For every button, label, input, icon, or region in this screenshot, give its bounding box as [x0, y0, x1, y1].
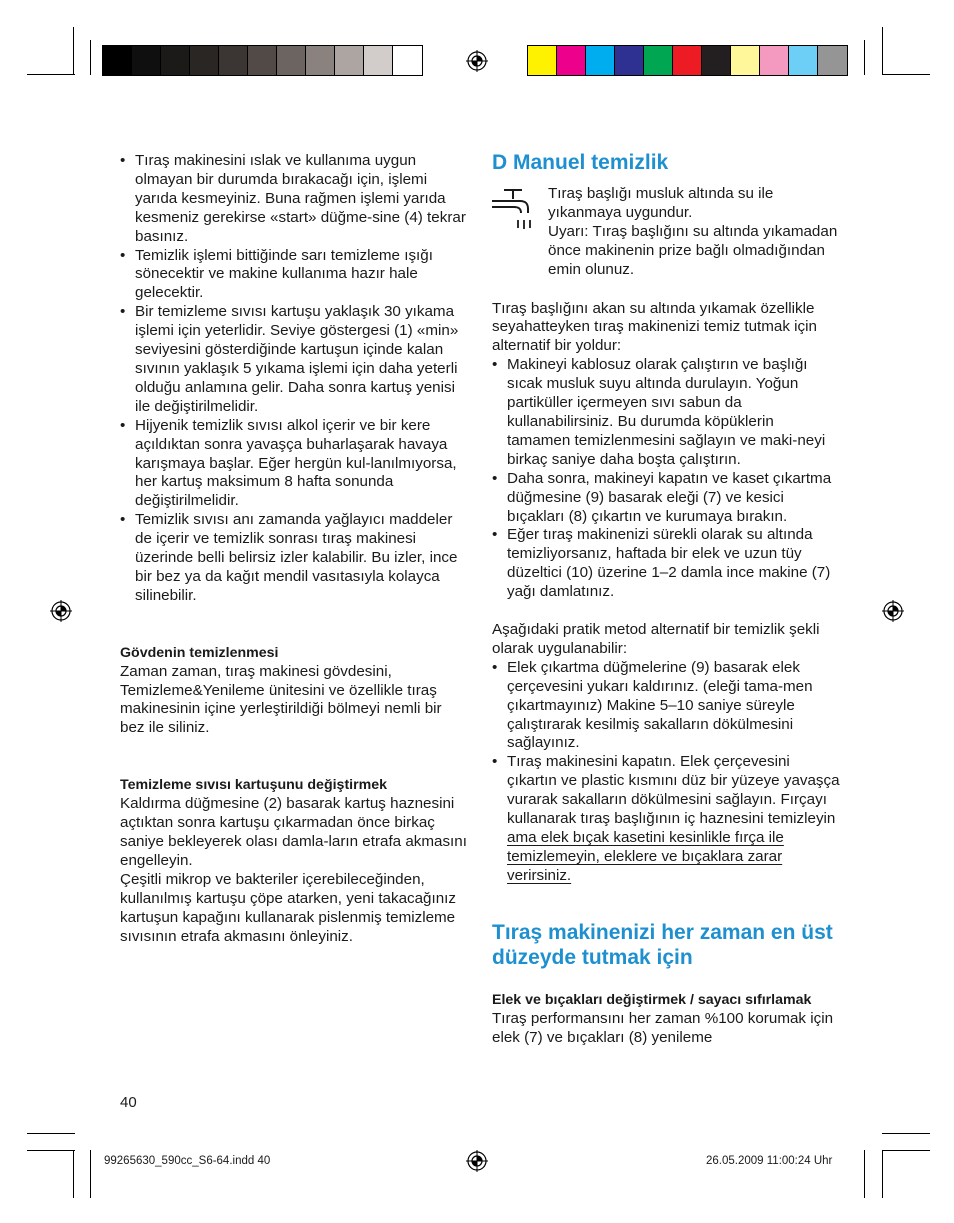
- crop-mark: [864, 40, 865, 75]
- crop-mark: [882, 1150, 930, 1151]
- icon-note: Tıraş başlığı musluk altında su ile yıkanmaya uygundur.: [548, 185, 774, 221]
- crop-mark: [27, 74, 75, 75]
- list-item: • Tıraş makinesini ıslak ve kullanıma uygun olmayan bir durumda bırakacağı için, işlemi yarıda kesmeyiniz. Buna rağmen işlemi yarıda kesmeniz gerekirse «start» düğme-sine (4) tekrar basınız.: [120, 152, 470, 247]
- page-number: 40: [120, 1094, 137, 1111]
- right-column: [492, 150, 840, 1047]
- list-item: • Temizlik işlemi bittiğinde sarı temizleme ışığı sönecektir ve makine kullanıma hazır hale gelecektir.: [120, 247, 470, 304]
- paragraph: Aşağıdaki pratik metod alternatif bir temizlik şekli olarak uygulanabilir:: [492, 621, 820, 657]
- bullet-list: [120, 152, 470, 606]
- crop-mark: [882, 74, 930, 75]
- water-tap-icon: [492, 187, 538, 233]
- color-swatch: [731, 46, 760, 75]
- color-swatch: [190, 46, 219, 75]
- color-swatch: [219, 46, 248, 75]
- section-title-body-cleaning: Gövdenin temizlenmesi: [120, 644, 279, 661]
- crop-mark: [73, 27, 74, 75]
- underlined-warning: ama elek bıçak kasetini kesinlikle fırça ile temizlemeyin, eleklere ve bıçaklara zarar verirsiniz.: [507, 829, 784, 884]
- bullet-list: [492, 356, 840, 602]
- paragraph: Kaldırma düğmesine (2) basarak kartuş haznesini açtıktan sonra kartuşu çıkarmadan önce birkaç saniye bekleyerek olası damla-ların etrafa akmasını engelleyin.: [120, 795, 467, 869]
- color-swatch: [760, 46, 789, 75]
- list-item: • Temizlik sıvısı anı zamanda yağlayıcı maddeler de içerir ve temizlik sonrası tıraş makinesi üzerinde belli belirsiz izler kalabilir. Bu izler, ince bir bez ya da kağıt mendil vasıtasıyla kolayca silinebilir.: [120, 511, 470, 606]
- gray-color-bar: [102, 45, 423, 76]
- list-item-text: Tıraş makinesini kapatın. Elek çerçevesini çıkartın ve plastic kısmını düz bir yüzeye yavaşça vurarak sakalların dökülmesini sağlayın. Fırçayı kullanarak tıraş başlığının iç haznesini temizleyin: [507, 753, 840, 828]
- color-swatch: [818, 46, 847, 75]
- footer-file-name: 99265630_590cc_S6-64.indd 40: [104, 1155, 271, 1167]
- crop-mark: [27, 1150, 75, 1151]
- section-heading-manual-cleaning: D Manuel temizlik: [492, 151, 669, 174]
- color-swatch: [702, 46, 731, 75]
- color-swatch: [306, 46, 335, 75]
- section-heading-maintenance: Tıraş makinenizi her zaman en üst düzeyde tutmak için: [492, 920, 833, 969]
- paragraph: Çeşitli mikrop ve bakteriler içerebileceğinden, kullanılmış kartuşu çöpe atarken, yeni takacağınız kartuşun kapağını kullanarak pislenmiş temizleme sıvısının etrafa akmasını önleyiniz.: [120, 870, 456, 945]
- crop-mark: [90, 1150, 91, 1198]
- list-item: • Eğer tıraş makinenizi sürekli olarak su altında temizliyorsanız, haftada bir elek ve uzun tüy düzeltici (10) üzerine 1–2 damla ince makine (7) yağı damlatınız.: [492, 526, 840, 602]
- list-item: [492, 753, 840, 885]
- color-swatch: [557, 46, 586, 75]
- footer-timestamp: 26.05.2009 11:00:24 Uhr: [706, 1155, 833, 1167]
- left-column: [120, 152, 470, 946]
- color-swatch: [615, 46, 644, 75]
- crop-mark: [864, 1150, 865, 1198]
- color-swatch: [528, 46, 557, 75]
- paragraph: Tıraş performansını her zaman %100 korumak için elek (7) ve bıçakları (8) yenileme: [492, 1009, 834, 1046]
- color-swatch: [644, 46, 673, 75]
- color-swatch: [393, 46, 422, 75]
- list-item: • Elek çıkartma düğmelerine (9) basarak elek çerçevesini yukarı kaldırınız. (eleği tama-men çıkartmayınız) Makine 5–10 saniye süreyle çalıştırarak kesilmiş sakalların dökülmesini sağlayınız.: [492, 659, 840, 754]
- crop-mark: [27, 1133, 75, 1134]
- color-swatch: [586, 46, 615, 75]
- list-item: • Daha sonra, makineyi kapatın ve kaset çıkartma düğmesine (9) basarak eleği (7) ve kesici bıçakları (8) çıkartın ve kurumaya bırakın.: [492, 470, 840, 527]
- color-swatch: [277, 46, 306, 75]
- crop-mark: [882, 27, 883, 75]
- registration-mark-icon: [466, 50, 488, 72]
- registration-mark-icon: [882, 600, 904, 622]
- registration-mark-icon: [466, 1150, 488, 1172]
- process-color-bar: [527, 45, 848, 76]
- color-swatch: [364, 46, 393, 75]
- color-swatch: [335, 46, 364, 75]
- paragraph: Zaman zaman, tıraş makinesi gövdesini, Temizleme&Yenileme ünitesini ve özellikle tıraş makinesinin içine yerleştirildiği bölmeyi nemli bir bez ile siliniz.: [120, 662, 442, 737]
- warning-note: Uyarı: Tıraş başlığını su altında yıkamadan önce makinenin prize bağlı olmadığından emin olunuz.: [548, 222, 838, 278]
- list-item: • Hijyenik temizlik sıvısı alkol içerir ve bir kere açıldıktan sonra yavaşça buharlaşarak havaya karışmaya başlar. Eğer hergün kul-lanılmıyorsa, her kartuş maksimum 8 hafta sonunda değiştirilmelidir.: [120, 417, 470, 512]
- crop-mark: [882, 1133, 930, 1134]
- color-swatch: [103, 46, 132, 75]
- section-title-cartridge-change: Temizleme sıvısı kartuşunu değiştirmek: [120, 777, 388, 794]
- color-swatch: [248, 46, 277, 75]
- paragraph: Tıraş başlığını akan su altında yıkamak özellikle seyahatteyken tıraş makinenizi temiz tutmak için alternatif bir yoldur:: [492, 299, 817, 355]
- color-swatch: [161, 46, 190, 75]
- list-item: • Makineyi kablosuz olarak çalıştırın ve başlığı sıcak musluk suyu altında durulayın. Yoğun partiküller içermeyen sıvı sabun da kullanabilirsiniz. Bu durumda köpüklerin tamamen temizlenmesini sağlayın ve maki-neyi birkaç saniye daha boşta çalıştırın.: [492, 356, 840, 469]
- color-swatch: [132, 46, 161, 75]
- crop-mark: [882, 1150, 883, 1198]
- color-swatch: [673, 46, 702, 75]
- registration-mark-icon: [50, 600, 72, 622]
- list-item: • Bir temizleme sıvısı kartuşu yaklaşık 30 yıkama işlemi için yeterlidir. Seviye göstergesi (1) «min» seviyesini gösterdiğinde kartuşun içinde kalan sıvının yaklaşık 5 yıkama işlemi için daha yeterli olduğu anlamına gelir. Daha sonra kartuş yenisi ile değiştirilmelidir.: [120, 303, 470, 416]
- crop-mark: [73, 1150, 74, 1198]
- color-swatch: [789, 46, 818, 75]
- subheading-replace-parts: Elek ve bıçakları değiştirmek / sayacı sıfırlamak: [492, 991, 812, 1008]
- crop-mark: [90, 40, 91, 75]
